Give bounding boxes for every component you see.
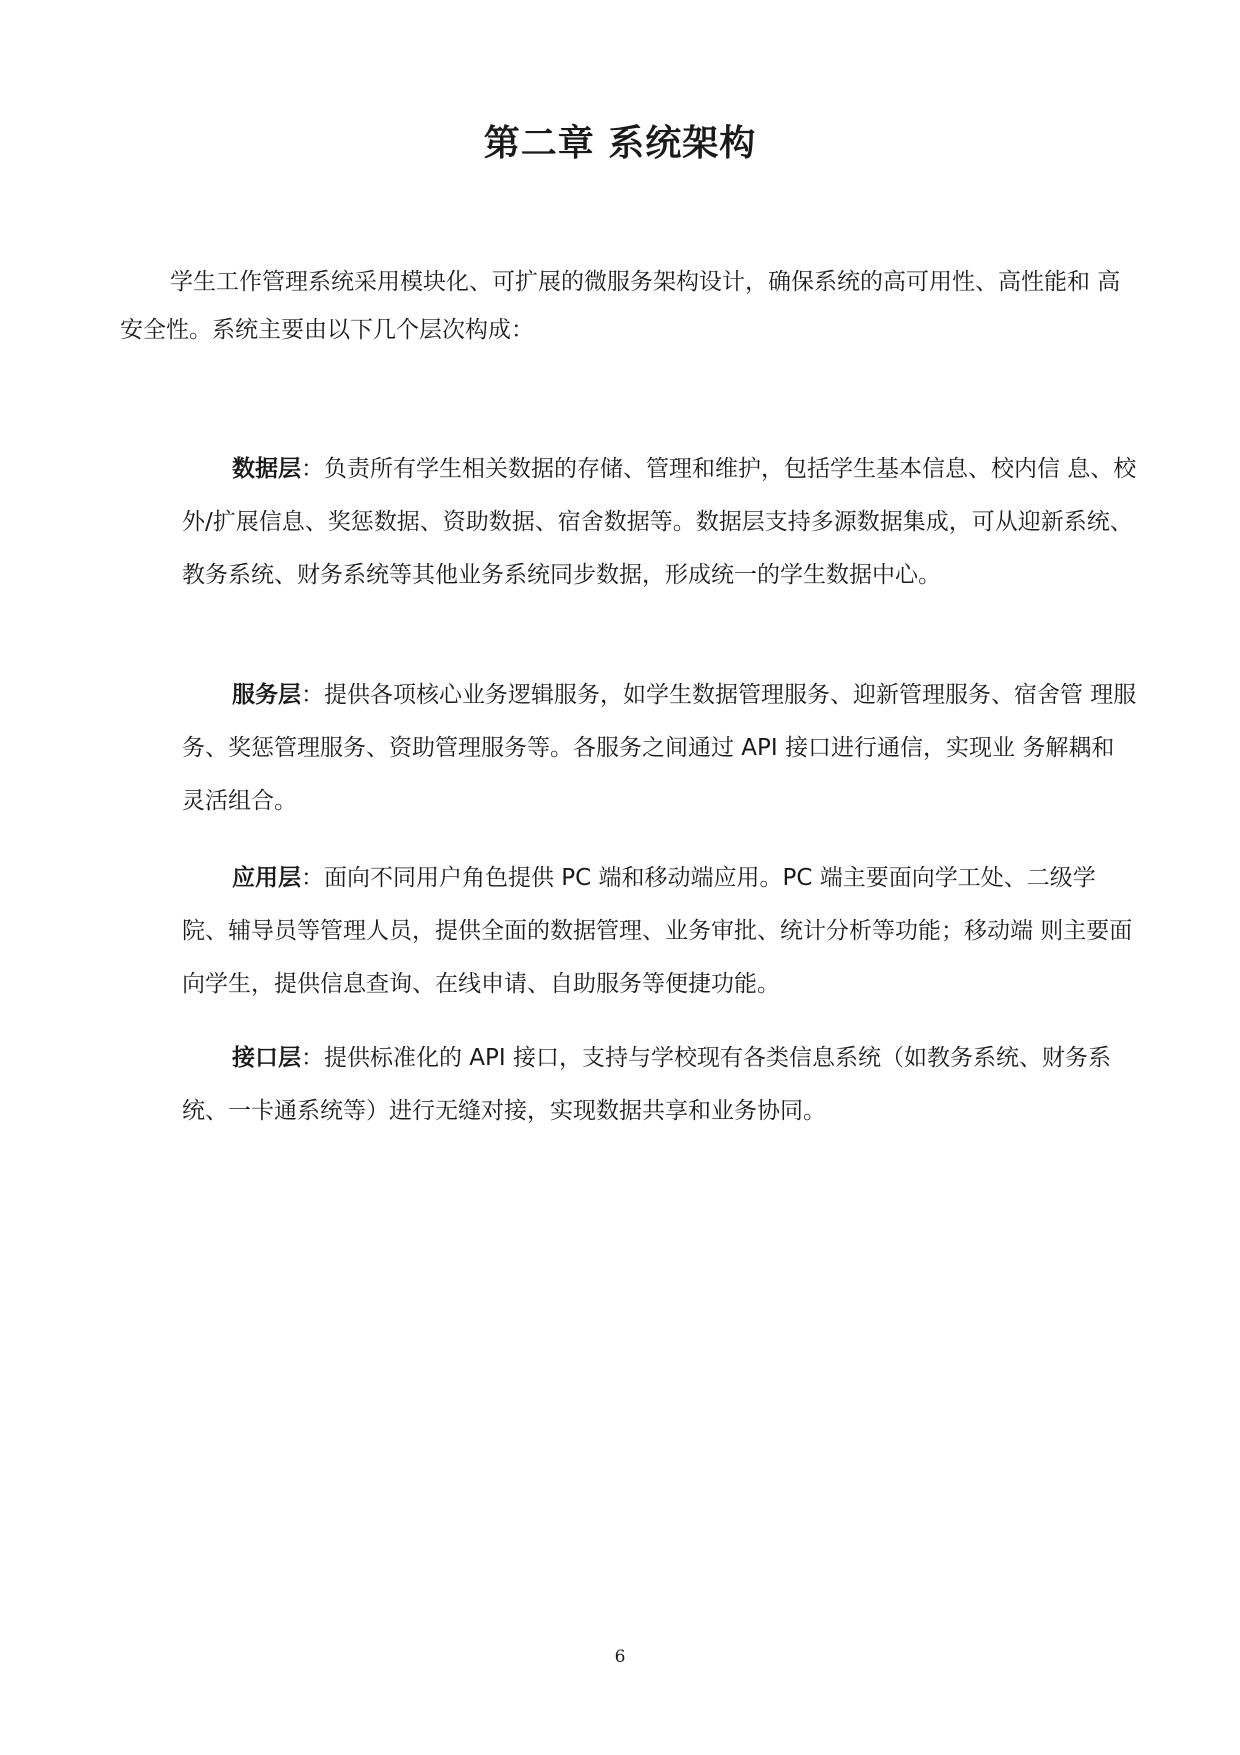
section-label: 服务层: [232, 682, 301, 708]
section-interface-layer: [182, 1032, 1137, 1138]
section-text: ：提供各项核心业务逻辑服务，如学生数据管理服务、迎新管理服务、宿舍管 理服务、奖惩管理服务、资助管理服务等。各服务之间通过 API 接口进行通信，实现业 务解耦和灵活组合。: [182, 682, 1137, 814]
section-text: ：面向不同用户角色提供 PC 端和移动端应用。PC 端主要面向学工处、二级学 院、辅导员等管理人员，提供全面的数据管理、业务审批、统计分析等功能；移动端 则主要面向学生，提供信息查询、在线申请、自助服务等便捷功能。: [182, 865, 1133, 997]
section-data-layer: [182, 443, 1137, 602]
page-title: 第二章 系统架构: [483, 123, 757, 164]
section-label: 接口层: [232, 1045, 301, 1071]
section-application-layer: [182, 852, 1137, 1011]
section-text: ：提供标准化的 API 接口，支持与学校现有各类信息系统（如教务系统、财务系 统、一卡通系统等）进行无缝对接，实现数据共享和业务协同。: [182, 1045, 1112, 1124]
section-label: 数据层: [232, 456, 301, 482]
intro-paragraph: 学生工作管理系统采用模块化、可扩展的微服务架构设计，确保系统的高可用性、高性能和 高安全性。系统主要由以下几个层次构成：: [120, 269, 1121, 343]
section-label: 应用层: [232, 865, 301, 891]
page-number: 6: [614, 1647, 626, 1667]
section-service-layer: [182, 669, 1137, 828]
section-text: ：负责所有学生相关数据的存储、管理和维护，包括学生基本信息、校内信 息、校外/扩展信息、奖惩数据、资助数据、宿舍数据等。数据层支持多源数据集成，可从迎新系统、教务系统、财务系统等其他业务系统同步数据，形成统一的学生数据中心。: [182, 456, 1137, 588]
